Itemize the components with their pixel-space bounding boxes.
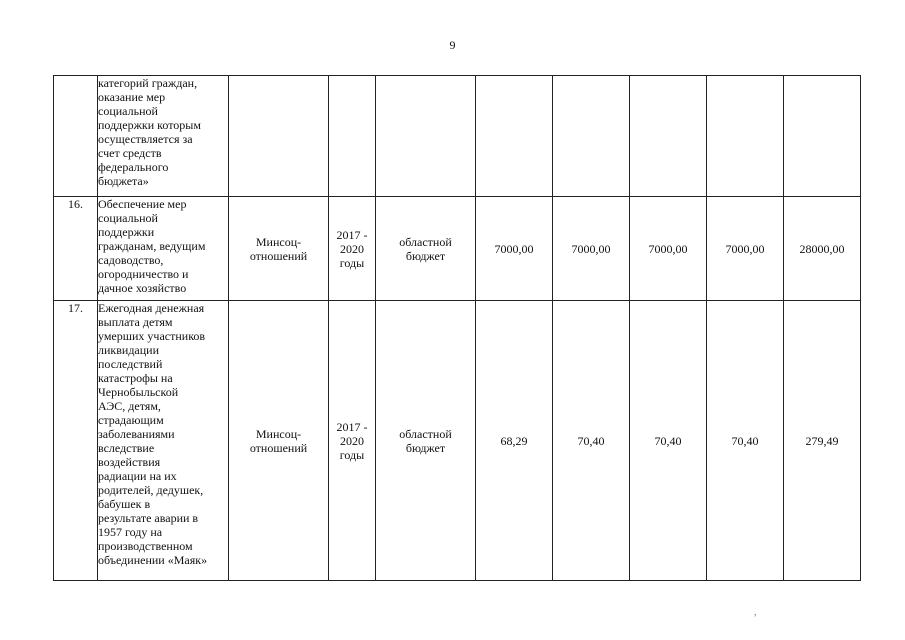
page-number: 9 bbox=[449, 38, 456, 52]
executor-line: отношений bbox=[249, 440, 308, 455]
amount-2019: 7000,00 bbox=[630, 197, 707, 301]
executor bbox=[229, 197, 329, 301]
amount-total bbox=[784, 76, 861, 197]
measure-name-line: радиации на их bbox=[98, 469, 177, 483]
table-row bbox=[54, 197, 861, 301]
amount-2019: 70,40 bbox=[630, 301, 707, 581]
measure-name-line: катастрофы на bbox=[98, 371, 173, 385]
measure-name bbox=[98, 301, 229, 581]
measure-name-line: дачное хозяйство bbox=[98, 281, 187, 295]
measure-name-line: социальной bbox=[98, 211, 158, 225]
funding-source-line: бюджет bbox=[405, 440, 446, 455]
period-line: годы bbox=[339, 255, 365, 270]
executor-line: Минсоц- bbox=[255, 426, 302, 441]
period bbox=[329, 301, 376, 581]
funding-source-line: областной bbox=[399, 426, 452, 441]
measure-name-line: объединении «Маяк» bbox=[98, 553, 208, 567]
measure-name-line: производственном bbox=[98, 539, 193, 553]
funding-source bbox=[376, 301, 476, 581]
period-line: 2020 bbox=[340, 433, 364, 448]
amount-2017: 7000,00 bbox=[476, 197, 553, 301]
amount-total: 28000,00 bbox=[784, 197, 861, 301]
executor-line: отношений bbox=[249, 248, 308, 263]
amount-2017: 68,29 bbox=[476, 301, 553, 581]
measure-name-line: страдающим bbox=[98, 413, 164, 427]
amount-2020: 7000,00 bbox=[707, 197, 784, 301]
executor-line: Минсоц- bbox=[255, 234, 302, 249]
table-body bbox=[54, 76, 861, 581]
row-number: 17. bbox=[54, 301, 98, 581]
funding-source bbox=[376, 197, 476, 301]
measure-name-line: социальной bbox=[98, 104, 158, 118]
measure-name-line: последствий bbox=[98, 357, 163, 371]
funding-source-line: бюджет bbox=[405, 248, 446, 263]
measure-name-line: выплата детям bbox=[98, 315, 173, 329]
measure-name-line: осуществляется за bbox=[98, 132, 193, 146]
measure-name-line: бабушек в bbox=[98, 497, 151, 511]
measure-name-line: ликвидации bbox=[98, 343, 160, 357]
measure-name-line: АЭС, детям, bbox=[98, 399, 161, 413]
table-row bbox=[54, 76, 861, 197]
measure-name-line: Чернобыльской bbox=[98, 385, 179, 399]
row-number bbox=[54, 76, 98, 197]
measure-name-line: федерального bbox=[98, 160, 169, 174]
amount-2020 bbox=[707, 76, 784, 197]
period-line: годы bbox=[339, 447, 365, 462]
period bbox=[329, 197, 376, 301]
measure-name-line: 1957 году на bbox=[98, 525, 163, 539]
measure-name-line: огородничество и bbox=[98, 267, 189, 281]
table-row bbox=[54, 301, 861, 581]
measure-name-line: категорий граждан, bbox=[98, 76, 198, 90]
amount-2020: 70,40 bbox=[707, 301, 784, 581]
executor bbox=[229, 76, 329, 197]
measure-name-line: счет средств bbox=[98, 146, 162, 160]
measure-name-line: поддержки bbox=[98, 225, 155, 239]
measure-name-line: Ежегодная денежная bbox=[98, 301, 205, 315]
measure-name-line: вследствие bbox=[98, 441, 155, 455]
period-line: 2020 bbox=[340, 241, 364, 256]
amount-2017 bbox=[476, 76, 553, 197]
row-number: 16. bbox=[54, 197, 98, 301]
amount-total: 279,49 bbox=[784, 301, 861, 581]
measure-name-line: результате аварии в bbox=[98, 511, 199, 525]
measure-name-line: поддержки которым bbox=[98, 118, 201, 132]
amount-2019 bbox=[630, 76, 707, 197]
measure-name-line: умерших участников bbox=[98, 329, 206, 343]
amount-2018 bbox=[553, 76, 630, 197]
executor bbox=[229, 301, 329, 581]
funding-source-line: областной bbox=[399, 234, 452, 249]
funding-source bbox=[376, 76, 476, 197]
budget-table bbox=[53, 75, 861, 581]
measure-name-line: гражданам, ведущим bbox=[98, 239, 206, 253]
measure-name-line: заболеваниями bbox=[98, 427, 175, 441]
amount-2018: 70,40 bbox=[553, 301, 630, 581]
measure-name bbox=[98, 197, 229, 301]
measure-name-line: воздействия bbox=[98, 455, 161, 469]
measure-name-line: родителей, дедушек, bbox=[98, 483, 204, 497]
measure-name-line: бюджета» bbox=[98, 174, 149, 188]
period-line: 2017 - bbox=[336, 227, 368, 242]
period bbox=[329, 76, 376, 197]
measure-name bbox=[98, 76, 229, 197]
amount-2018: 7000,00 bbox=[553, 197, 630, 301]
measure-name-line: Обеспечение мер bbox=[98, 197, 187, 211]
scan-mark: , bbox=[754, 607, 757, 618]
period-line: 2017 - bbox=[336, 419, 368, 434]
measure-name-line: оказание мер bbox=[98, 90, 166, 104]
measure-name-line: садоводство, bbox=[98, 253, 164, 267]
